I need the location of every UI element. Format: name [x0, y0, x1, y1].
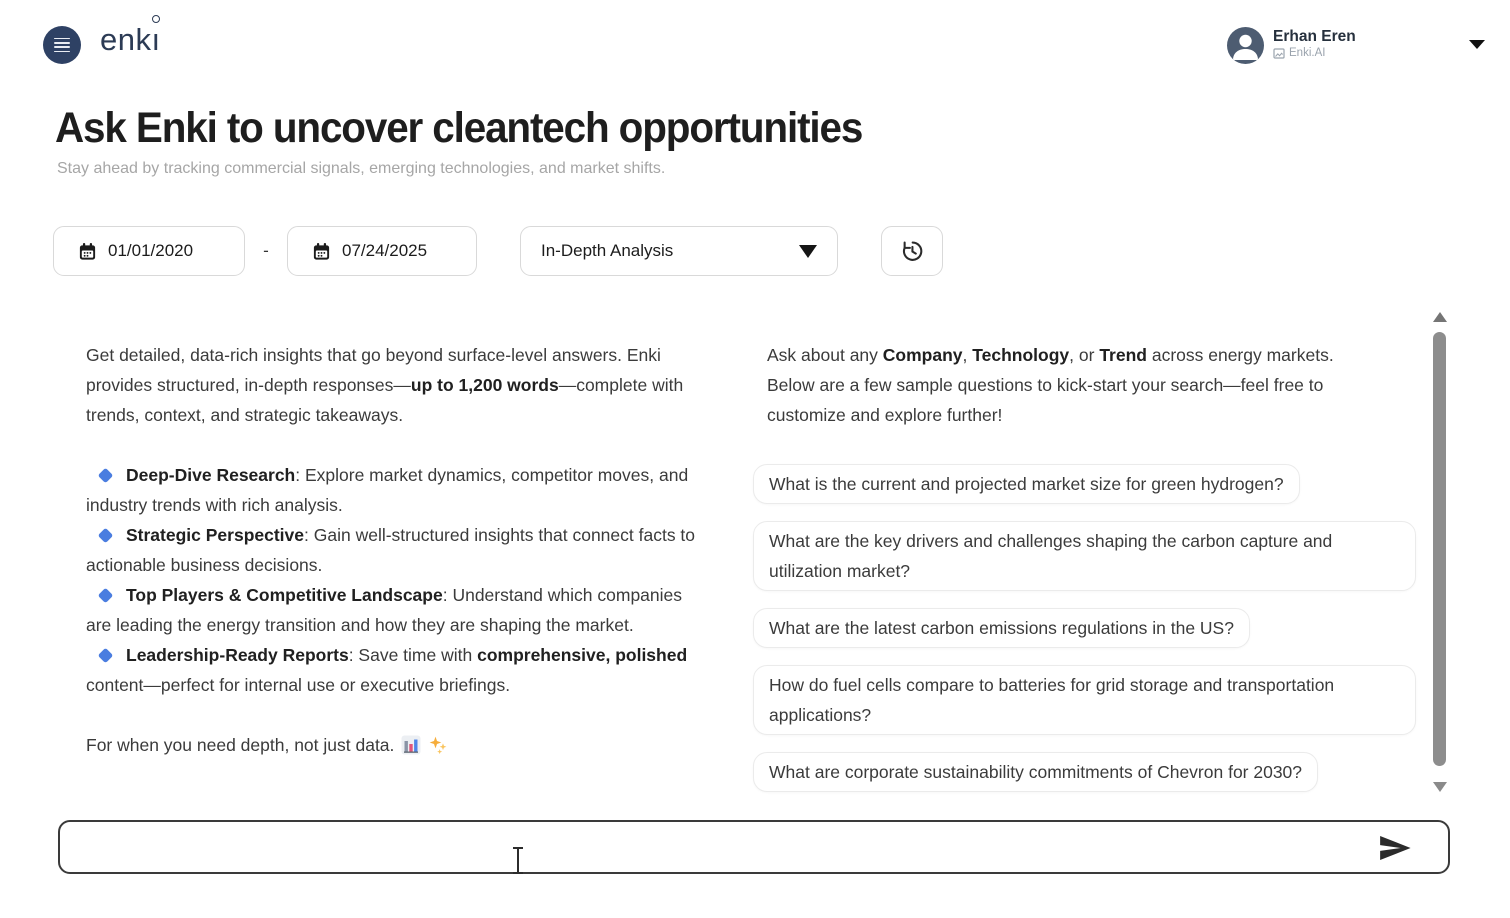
logo-ring-i: ı	[151, 22, 161, 57]
send-button[interactable]	[1378, 835, 1412, 861]
bullet-strategic: Strategic Perspective: Gain well-structured insights that connect facts to actionable business decisions.	[86, 525, 696, 575]
right-panel	[753, 340, 1421, 809]
blue-diamond-icon	[98, 648, 114, 664]
date-from-input[interactable]	[53, 226, 245, 276]
date-from-value: 01/01/2020	[108, 241, 194, 260]
bar-chart-emoji-icon	[401, 735, 421, 755]
history-clock-icon	[899, 238, 925, 264]
scroll-up-arrow-icon[interactable]	[1433, 312, 1447, 322]
calendar-icon	[312, 242, 331, 261]
sample-question-emissions-regulations[interactable]: What are the latest carbon emissions regulations in the US?	[753, 608, 1250, 648]
menu-button[interactable]	[43, 26, 81, 64]
bullet-top-players: Top Players & Competitive Landscape: Understand which companies are leading the energy transition and how they are shaping the market.	[86, 585, 683, 635]
send-icon	[1378, 835, 1412, 861]
analysis-mode-select[interactable]	[520, 226, 838, 276]
scrollbar-thumb[interactable]	[1433, 332, 1446, 766]
page-title: Ask Enki to uncover cleantech opportunities	[55, 104, 863, 152]
sample-question-carbon-capture[interactable]: What are the key drivers and challenges shaping the carbon capture and utilization market?	[753, 521, 1416, 591]
blue-diamond-icon	[98, 528, 114, 544]
blue-diamond-icon	[98, 588, 114, 604]
caret-down-icon	[799, 245, 817, 258]
scroll-down-arrow-icon[interactable]	[1433, 782, 1447, 792]
bullet-leadership: Leadership-Ready Reports: Save time with comprehensive, polished content—perfect for internal use or executive briefings.	[86, 645, 688, 695]
sample-question-fuel-cells[interactable]: How do fuel cells compare to batteries for grid storage and transportation applications?	[753, 665, 1416, 735]
date-to-value: 07/24/2025	[342, 241, 428, 260]
left-outro: For when you need depth, not just data.	[86, 730, 711, 760]
person-icon	[1227, 27, 1264, 64]
avatar[interactable]	[1227, 27, 1264, 64]
sample-question-green-hydrogen[interactable]: What is the current and projected market size for green hydrogen?	[753, 464, 1300, 504]
left-intro-paragraph: Get detailed, data-rich insights that go beyond surface-level answers. Enki provides structured, in-depth responses—up to 1,200 words—complete with trends, context, and strategic takeaways.	[86, 345, 684, 425]
date-to-input[interactable]	[287, 226, 477, 276]
hamburger-icon	[54, 38, 70, 40]
bullet-deep-dive: Deep-Dive Research: Explore market dynamics, competitor moves, and industry trends with rich analysis.	[86, 465, 689, 515]
enki-logo: enkı	[100, 22, 161, 57]
sample-question-chevron-2030[interactable]: What are corporate sustainability commitments of Chevron for 2030?	[753, 752, 1318, 792]
history-button[interactable]	[881, 226, 943, 276]
user-menu-caret-icon[interactable]	[1469, 40, 1485, 49]
message-composer	[58, 820, 1450, 874]
user-org-label: Enki.AI	[1289, 47, 1326, 59]
organization-icon	[1273, 48, 1285, 59]
right-intro-paragraph: Ask about any Company, Technology, or Trend across energy markets. Below are a few sample questions to kick-start your search—feel free to customize and explore further!	[767, 345, 1334, 425]
left-panel	[86, 340, 711, 760]
feature-bullet-list	[86, 460, 711, 700]
scrollbar	[1431, 310, 1449, 802]
user-block[interactable]	[1273, 28, 1356, 59]
page-subtitle: Stay ahead by tracking commercial signals, emerging technologies, and market shifts.	[57, 160, 666, 177]
question-input[interactable]	[74, 828, 1368, 870]
user-name: Erhan Eren	[1273, 28, 1356, 45]
calendar-icon	[78, 242, 97, 261]
blue-diamond-icon	[98, 468, 114, 484]
sparkles-emoji-icon	[428, 735, 448, 755]
date-range-separator: -	[263, 241, 269, 260]
analysis-mode-value: In-Depth Analysis	[541, 241, 674, 260]
